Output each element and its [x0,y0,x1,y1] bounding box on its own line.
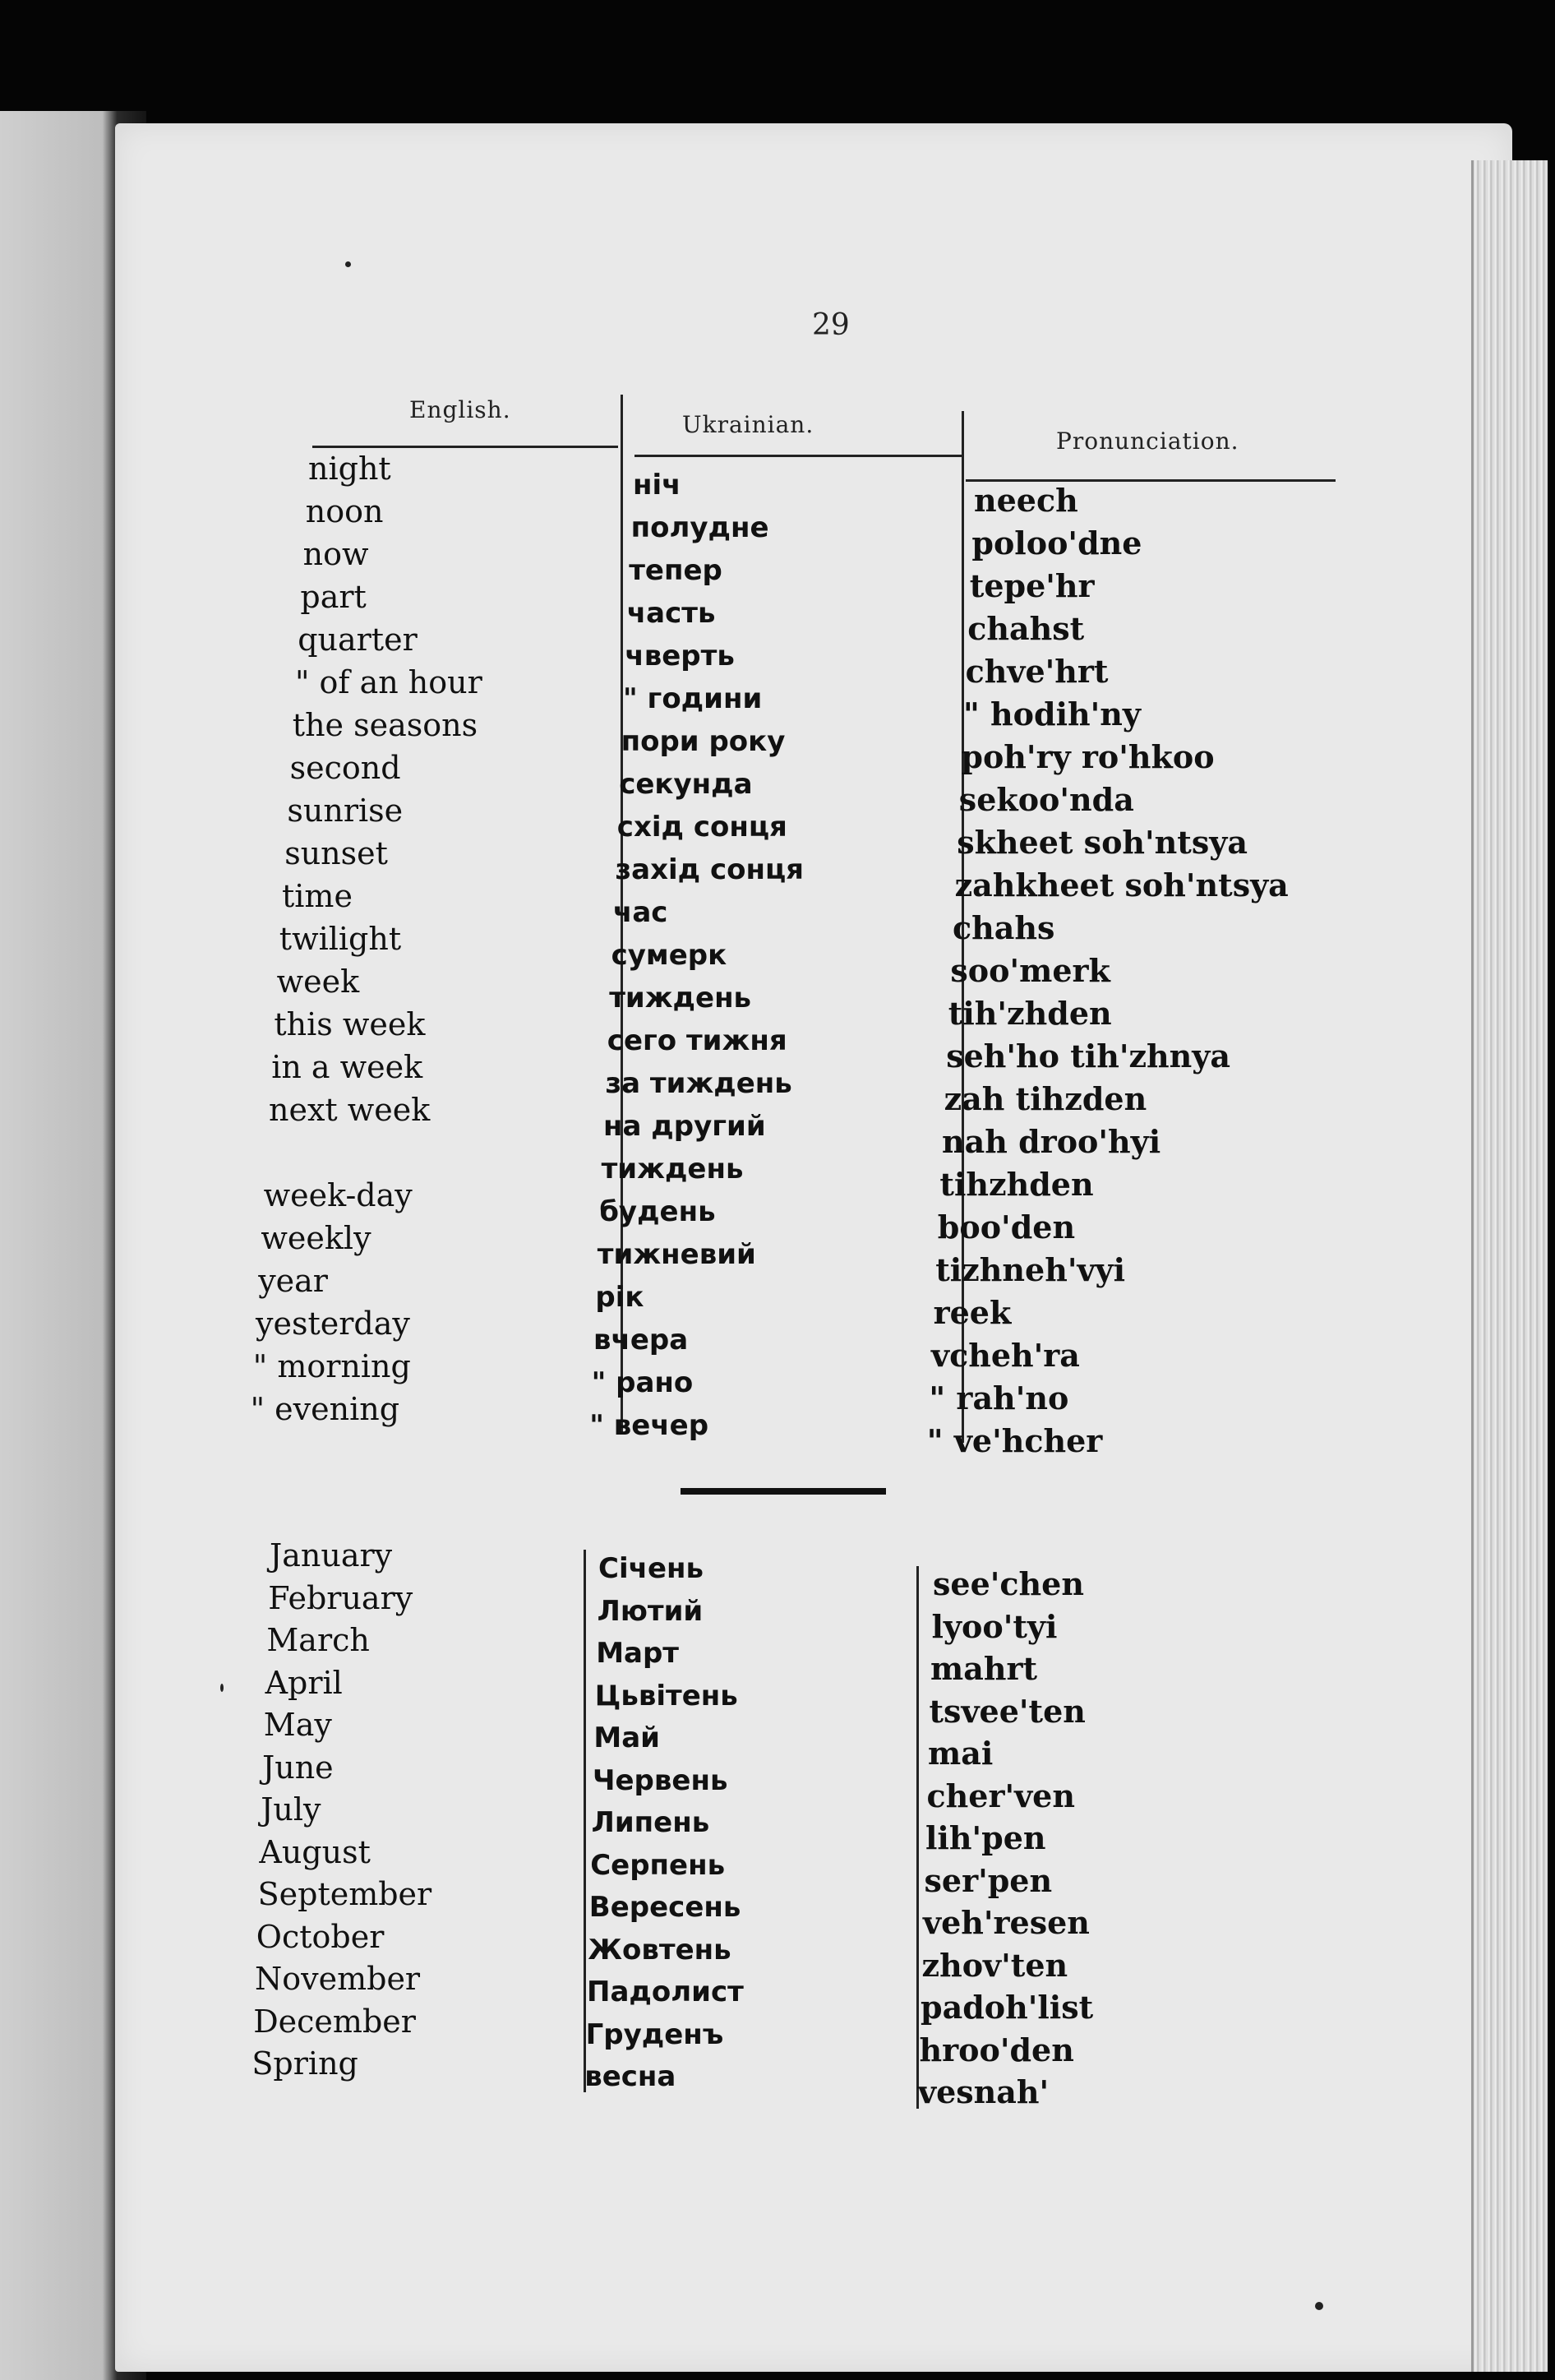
cell-pronunciation: lyoo'tyi [931,1607,1058,1645]
cell-english: week [276,964,360,1000]
cell-ukrainian: Лютий [597,1594,704,1628]
header-pronunciation: Pronunciation. [1056,427,1239,455]
cell-ukrainian: за тиждень [605,1067,792,1100]
cell-pronunciation: padoh'list [921,1989,1094,2026]
column-divider-right-months [916,1566,919,2109]
cell-pronunciation: lih'pen [925,1819,1046,1856]
header-underline-ukrainian [634,455,963,457]
cell-ukrainian: " години [623,682,763,715]
cell-pronunciation: tepe'hr [969,567,1095,604]
page-number: 29 [812,308,850,342]
cell-english: January [270,1537,393,1574]
column-divider-left-months [584,1550,586,2092]
print-speck [220,1684,224,1692]
cell-pronunciation: zhov'ten [921,1946,1068,1984]
cell-english: sunset [284,835,388,871]
cell-ukrainian: ніч [633,469,681,501]
page-edges [1471,160,1548,2372]
cell-ukrainian: " рано [591,1366,694,1399]
cell-pronunciation: poh'ry ro'hkoo [961,738,1215,775]
cell-english: April [265,1664,343,1701]
cell-pronunciation: mai [928,1735,994,1772]
cell-ukrainian: на другий [603,1110,766,1143]
cell-pronunciation: chve'hrt [965,653,1109,690]
header-english: English. [409,396,511,423]
cell-english: in a week [271,1049,423,1085]
cell-pronunciation: sekoo'nda [958,781,1134,818]
cell-pronunciation: skheet soh'ntsya [957,824,1248,861]
cell-pronunciation: nah droo'hyi [942,1123,1161,1160]
cell-english: " of an hour [295,664,482,700]
cell-ukrainian: сего тижня [607,1024,787,1057]
cell-ukrainian: будень [599,1195,716,1228]
cell-english: part [300,579,367,615]
cell-pronunciation: poloo'dne [971,525,1142,561]
cell-ukrainian: Март [596,1637,680,1670]
cell-pronunciation: reek [933,1294,1012,1331]
cell-english: September [257,1876,432,1912]
cell-english: night [308,451,391,487]
cell-ukrainian: чверть [625,640,735,672]
cell-english: July [261,1791,321,1828]
cell-english: August [259,1833,371,1870]
cell-ukrainian: захід сонця [615,853,805,886]
cell-english: this week [274,1006,426,1042]
cell-pronunciation: hroo'den [919,2031,1074,2068]
cell-pronunciation: cher'ven [926,1777,1075,1814]
cell-english: year [258,1263,328,1299]
cell-pronunciation: tih'zhden [948,995,1112,1032]
cell-english: December [253,2003,416,2040]
cell-english: next week [269,1092,431,1128]
cell-english: quarter [298,622,418,658]
cell-ukrainian: схід сонця [616,811,787,843]
cell-english: Spring [251,2045,358,2082]
cell-ukrainian: весна [584,2060,676,2093]
cell-english: February [268,1579,413,1616]
cell-pronunciation: zahkheet soh'ntsya [954,867,1289,903]
cell-english: yesterday [256,1306,410,1342]
cell-ukrainian: Січень [598,1552,704,1585]
cell-ukrainian: Вересень [588,1891,741,1924]
cell-ukrainian: сумерк [611,939,727,972]
header-ukrainian: Ukrainian. [682,411,814,438]
cell-english: November [255,1961,421,1997]
cell-pronunciation: " rah'no [929,1379,1069,1416]
cell-pronunciation: mahrt [930,1650,1038,1687]
cell-ukrainian: час [613,896,668,929]
cell-ukrainian: тепер [629,554,722,587]
cell-ukrainian: пори року [621,725,786,758]
cell-pronunciation: vcheh'ra [931,1337,1080,1374]
cell-ukrainian: Жовтень [588,1933,731,1966]
cell-ukrainian: тиждень [609,982,752,1014]
cell-pronunciation: zah tihzden [944,1080,1147,1117]
section-separator [681,1488,886,1495]
cell-pronunciation: ser'pen [924,1861,1053,1899]
print-speck [1315,2302,1323,2310]
cell-ukrainian: Липень [591,1806,710,1839]
cell-ukrainian: рік [595,1281,644,1314]
cell-english: time [282,878,353,914]
cell-english: " morning [252,1348,411,1384]
cell-ukrainian: Падолист [587,1976,744,2008]
cell-ukrainian: секунда [619,768,753,801]
cell-english: sunrise [287,793,404,829]
cell-pronunciation: tizhneh'vyi [935,1251,1126,1288]
cell-ukrainian: Груденъ [585,2017,724,2051]
cell-ukrainian: полудне [630,511,769,544]
cell-pronunciation: soo'merk [950,952,1110,989]
cell-english: week-day [263,1177,413,1213]
cell-pronunciation: seh'ho tih'zhnya [946,1037,1231,1074]
cell-pronunciation: see'chen [933,1565,1084,1602]
cell-english: March [266,1622,370,1658]
cell-pronunciation: tsvee'ten [929,1692,1086,1730]
header-underline-english [312,446,618,448]
cell-english: second [289,750,401,786]
print-speck [345,261,351,267]
cell-english: twilight [279,921,402,957]
cell-pronunciation: " hodih'ny [963,696,1141,732]
cell-english: October [256,1918,385,1955]
cell-pronunciation: vesnah' [918,2073,1050,2110]
cell-pronunciation: " ve'hcher [926,1422,1103,1459]
cell-english: weekly [261,1220,371,1256]
cell-ukrainian: Червень [593,1763,728,1797]
cell-ukrainian: тижневий [597,1238,756,1271]
cell-ukrainian: Май [593,1721,660,1754]
cell-pronunciation: chahst [967,610,1085,647]
cell-ukrainian: вчера [593,1324,689,1356]
cell-english: noon [305,493,384,529]
cell-pronunciation: chahs [953,909,1055,946]
cell-pronunciation: neech [974,482,1078,519]
cell-pronunciation: veh'resen [923,1904,1090,1941]
cell-ukrainian: Цьвітень [594,1679,738,1712]
cell-ukrainian: тиждень [601,1153,744,1185]
cell-ukrainian: Серпень [590,1848,726,1882]
cell-english: June [262,1749,334,1786]
cell-english: the seasons [292,707,478,743]
cell-english: " evening [250,1391,400,1427]
cell-english: now [302,536,369,572]
cell-pronunciation: tihzhden [939,1166,1094,1203]
cell-ukrainian: часть [626,597,716,630]
cell-ukrainian: " вечер [589,1409,709,1442]
cell-english: May [263,1707,332,1743]
cell-pronunciation: boo'den [937,1208,1076,1245]
